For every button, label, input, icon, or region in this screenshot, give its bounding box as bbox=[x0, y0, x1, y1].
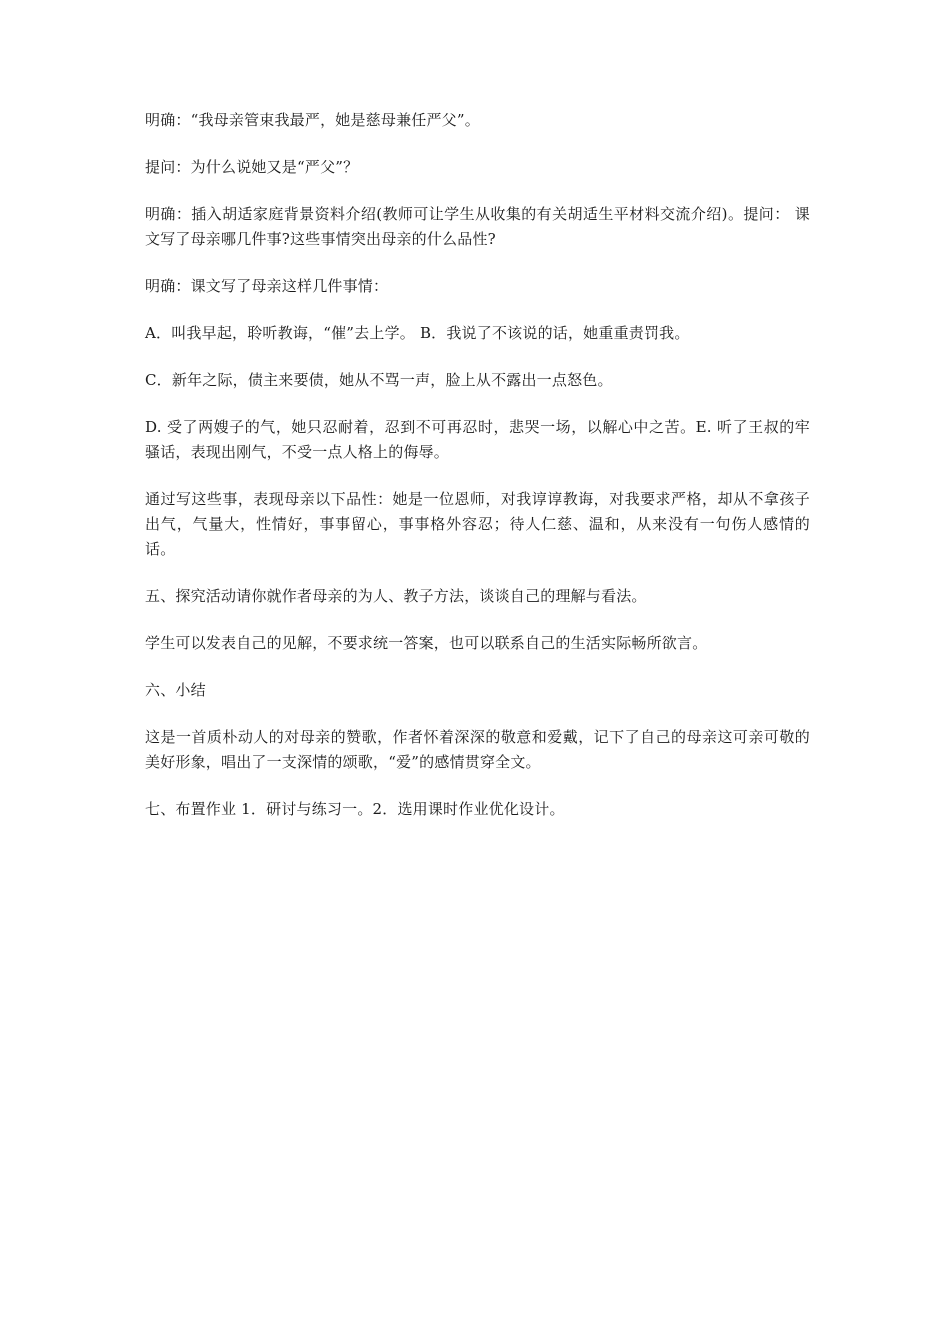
paragraph-student-views: 学生可以发表自己的见解，不要求统一答案，也可以联系自己的生活实际畅所欲言。 bbox=[145, 634, 708, 652]
paragraph-item-d-e: D. 受了两嫂子的气，她只忍耐着，忍到不可再忍时，悲哭一场，以解心中之苦。E. 听了王叔的牢骚话，表现出刚气，不受一点人格上的侮辱。 bbox=[145, 418, 810, 461]
paragraph-mingque-2: 明确：插入胡适家庭背景资料介绍(教师可让学生从收集的有关胡适生平材料交流介绍)。提问： 课文写了母亲哪几件事?这些事情突出母亲的什么品性? bbox=[145, 205, 810, 248]
section-seven-homework: 七、布置作业 1．研讨与练习一。2．选用课时作业优化设计。 bbox=[145, 800, 565, 818]
paragraph-item-c: C．新年之际，债主来要债，她从不骂一声，脸上从不露出一点怒色。 bbox=[145, 371, 613, 389]
paragraph-mingque-1: 明确：“我母亲管束我最严，她是慈母兼任严父”。 bbox=[145, 111, 480, 129]
document-page bbox=[145, 108, 810, 844]
paragraph-mother-character: 通过写这些事，表现母亲以下品性：她是一位恩师，对我谆谆教诲，对我要求严格，却从不拿孩子出气，气量大，性情好，事事留心，事事格外容忍；待人仁慈、温和，从来没有一句伤人感情的话。 bbox=[145, 490, 810, 558]
paragraph-summary: 这是一首质朴动人的对母亲的赞歌，作者怀着深深的敬意和爱戴，记下了自己的母亲这可亲可敬的美好形象，唱出了一支深情的颂歌，“爱”的感情贯穿全文。 bbox=[145, 728, 810, 771]
paragraph-item-a-b: A．叫我早起，聆听教诲，“催”去上学。 B．我说了不该说的话，她重重责罚我。 bbox=[145, 324, 690, 342]
section-five-heading: 五、探究活动请你就作者母亲的为人、教子方法，谈谈自己的理解与看法。 bbox=[145, 587, 647, 605]
paragraph-mingque-3: 明确：课文写了母亲这样几件事情： bbox=[145, 277, 389, 295]
section-six-heading: 六、小结 bbox=[145, 681, 206, 699]
paragraph-question-1: 提问：为什么说她又是“严父”？ bbox=[145, 158, 359, 176]
